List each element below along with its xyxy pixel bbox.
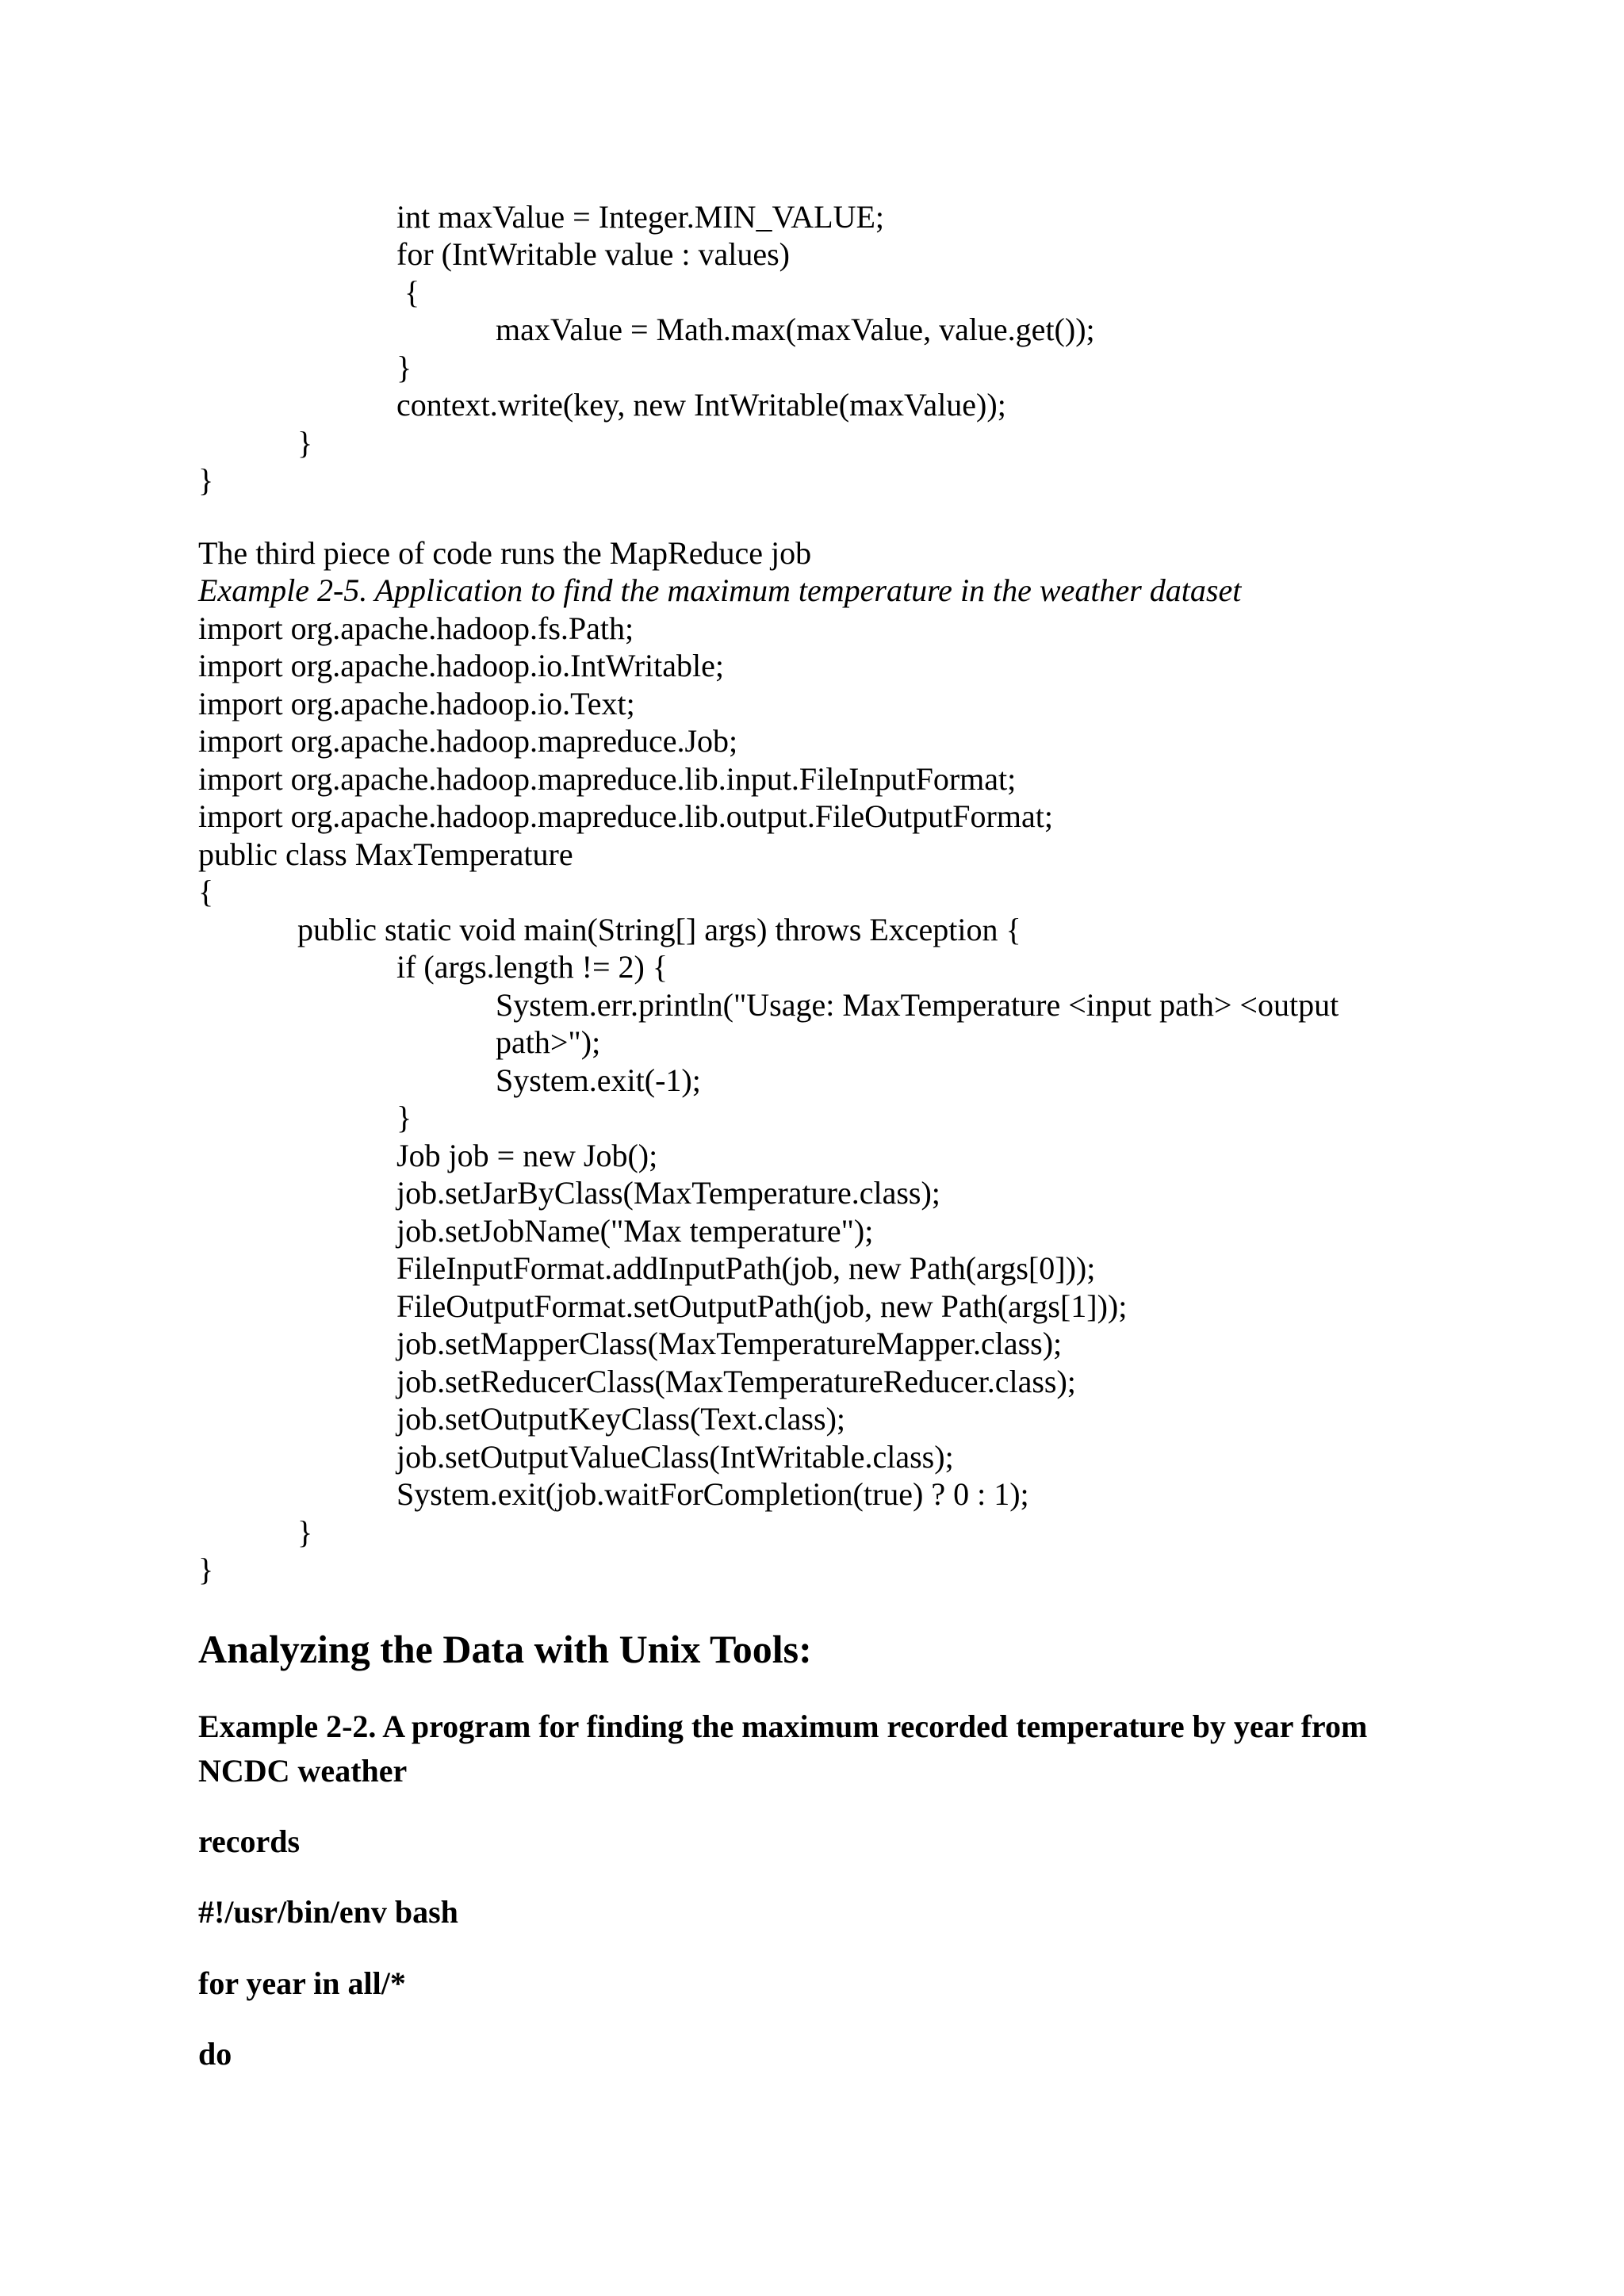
code-line: if (args.length != 2) {: [396, 949, 668, 985]
code-line: {: [198, 874, 214, 909]
example-caption: Example 2-5. Application to find the maximum temperature in the weather dataset: [198, 572, 1242, 608]
code-line: System.err.println("Usage: MaxTemperature <input path> <output: [496, 987, 1339, 1023]
code-line: import org.apache.hadoop.io.Text;: [198, 686, 635, 721]
code-line: }: [297, 1514, 313, 1550]
code-line: }: [198, 1552, 214, 1587]
code-line: job.setReducerClass(MaxTemperatureReducer.class);: [396, 1364, 1076, 1399]
code-line: job.setJobName("Max temperature");: [396, 1213, 874, 1249]
code-line: FileInputFormat.addInputPath(job, new Path(args[0]));: [396, 1250, 1096, 1286]
example-2-2-title: Example 2-2. A program for finding the maximum recorded temperature by year from NCDC weather: [198, 1709, 1368, 1789]
code-line: {: [404, 274, 420, 310]
code-line: public class MaxTemperature: [198, 836, 573, 872]
code-line: job.setMapperClass(MaxTemperatureMapper.class);: [396, 1326, 1063, 1361]
code-line: import org.apache.hadoop.fs.Path;: [198, 610, 634, 646]
do-line: do: [198, 2036, 232, 2072]
code-line: FileOutputFormat.setOutputPath(job, new Path(args[1]));: [396, 1288, 1128, 1324]
code-line: path>");: [496, 1024, 601, 1060]
code-line: Job job = new Job();: [396, 1138, 658, 1173]
code-line: }: [396, 350, 412, 385]
code-line: }: [198, 462, 214, 498]
code-line: job.setOutputValueClass(IntWritable.class);: [396, 1439, 954, 1475]
shebang-line: #!/usr/bin/env bash: [198, 1894, 458, 1930]
code-line: System.exit(job.waitForCompletion(true) ? 0 : 1);: [396, 1476, 1029, 1512]
code-line: maxValue = Math.max(maxValue, value.get());: [496, 312, 1095, 347]
code-line: for (IntWritable value : values): [396, 236, 790, 272]
example-2-2-continuation: records: [198, 1823, 301, 1859]
code-line: public static void main(String[] args) throws Exception {: [297, 912, 1021, 947]
for-loop-line: for year in all/*: [198, 1965, 406, 2001]
code-line: }: [297, 425, 313, 461]
code-line: import org.apache.hadoop.mapreduce.lib.output.FileOutputFormat;: [198, 798, 1053, 834]
section-heading: Analyzing the Data with Unix Tools:: [198, 1627, 812, 1671]
code-line: import org.apache.hadoop.io.IntWritable;: [198, 648, 725, 683]
code-line: }: [396, 1100, 412, 1135]
code-line: context.write(key, new IntWritable(maxValue));: [396, 387, 1006, 423]
code-line: job.setOutputKeyClass(Text.class);: [396, 1401, 845, 1437]
code-line: import org.apache.hadoop.mapreduce.Job;: [198, 723, 738, 759]
code-line: job.setJarByClass(MaxTemperature.class);: [396, 1175, 940, 1211]
code-line: System.exit(-1);: [496, 1062, 701, 1098]
intro-sentence: The third piece of code runs the MapReduce job: [198, 535, 812, 571]
code-line: import org.apache.hadoop.mapreduce.lib.input.FileInputFormat;: [198, 761, 1017, 797]
code-line: int maxValue = Integer.MIN_VALUE;: [396, 199, 885, 235]
